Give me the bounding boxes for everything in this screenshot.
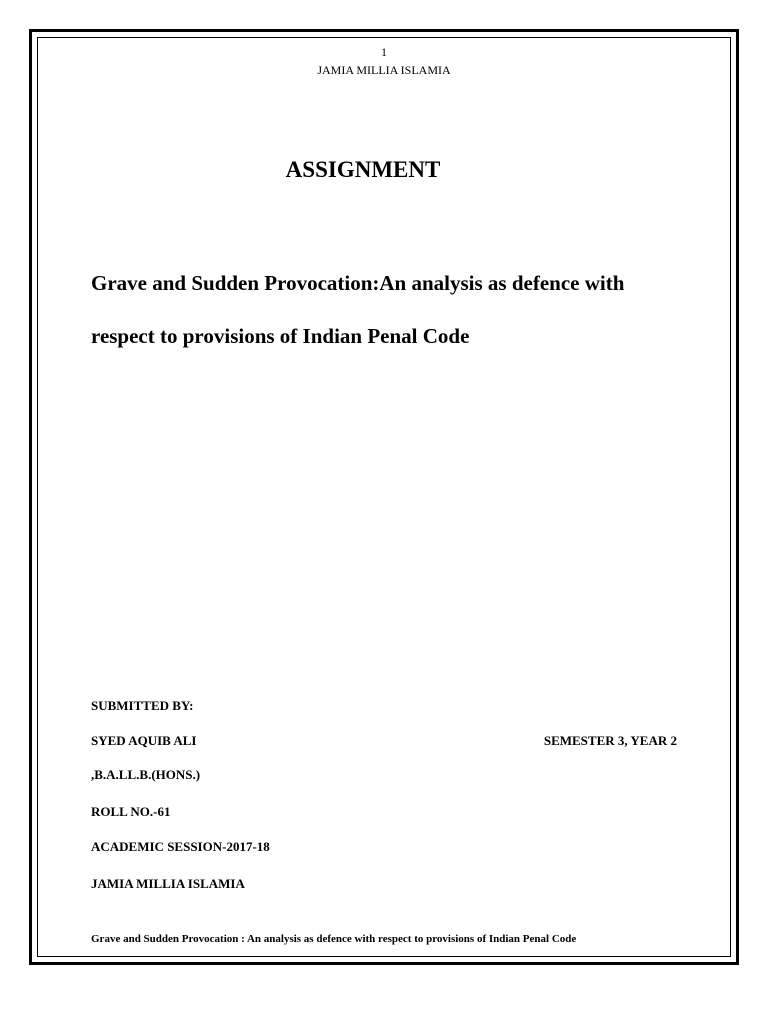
- footer-title: Grave and Sudden Provocation : An analysis as defence with respect to provisions of Indian Penal Code: [91, 933, 577, 945]
- course-name: ,B.A.LL.B.(HONS.): [91, 767, 201, 782]
- document-title-line-2: respect to provisions of Indian Penal Code: [91, 324, 470, 348]
- submitted-by-label: SUBMITTED BY:: [91, 698, 194, 713]
- header-university: JAMIA MILLIA ISLAMIA: [317, 63, 451, 77]
- submission-university: JAMIA MILLIA ISLAMIA: [91, 876, 245, 891]
- document-type-heading: ASSIGNMENT: [285, 157, 441, 182]
- page-number: 1: [381, 45, 387, 59]
- semester-year: SEMESTER 3, YEAR 2: [543, 733, 677, 748]
- student-name: SYED AQUIB ALI: [91, 733, 197, 748]
- roll-number: ROLL NO.-61: [91, 804, 171, 819]
- academic-session: ACADEMIC SESSION-2017-18: [91, 839, 270, 854]
- document-title-line-1: Grave and Sudden Provocation:An analysis as defence with: [91, 271, 625, 295]
